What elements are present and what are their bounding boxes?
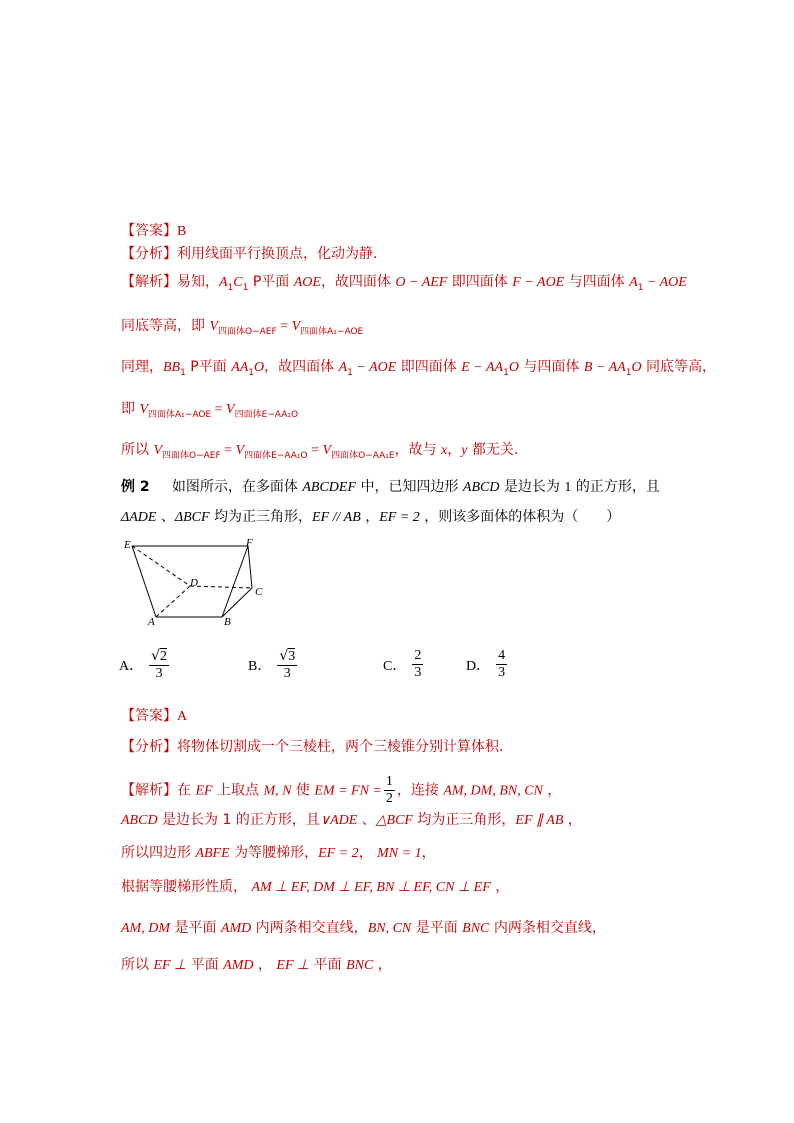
math: MN = 1 xyxy=(377,846,422,861)
math-sub: 四面体E−AA₁O xyxy=(244,451,308,461)
math: ABCDEF xyxy=(302,480,356,495)
math: M, N xyxy=(263,783,292,799)
math-sub: 四面体O−AEF xyxy=(218,327,277,337)
math: AOE xyxy=(293,275,321,290)
math-sub: 1 xyxy=(347,368,353,378)
math: V xyxy=(291,319,301,334)
option-denominator: 3 xyxy=(498,665,506,680)
text: 在 xyxy=(177,782,196,799)
text: 、 xyxy=(156,509,175,525)
example-2-line-1 xyxy=(121,477,660,498)
math: EF // AB xyxy=(312,510,361,525)
math: V xyxy=(235,443,245,458)
math: V xyxy=(226,402,235,417)
math-sub: 四面体A₁−AOE xyxy=(148,410,212,420)
analysis-label: 【分析】 xyxy=(121,246,177,262)
option-numerator: 3 xyxy=(288,649,296,664)
polyhedron-figure xyxy=(118,536,278,628)
text: 所以 xyxy=(121,442,154,458)
math-sub: 1 xyxy=(625,368,632,378)
label-f: F xyxy=(246,537,253,549)
text: 都无关. xyxy=(467,442,519,458)
text: 即 xyxy=(121,401,140,417)
text: ，故四面体 xyxy=(264,359,339,375)
math: BNC xyxy=(462,921,490,936)
math: B − AA xyxy=(583,360,626,375)
math: A xyxy=(338,360,348,375)
edge-cf xyxy=(248,546,252,588)
math-sub: 四面体A₁−AOE xyxy=(300,327,364,337)
math: AM, DM, BN, CN xyxy=(443,783,543,799)
edge-bc xyxy=(222,588,252,617)
math-sub: 1 xyxy=(227,283,234,293)
math: EF ∥ AB xyxy=(515,813,564,828)
math: C xyxy=(233,275,243,290)
text: 上取点 xyxy=(212,782,264,799)
option-fraction xyxy=(277,648,297,682)
text: ， xyxy=(542,782,562,799)
analysis-line-2 xyxy=(121,737,503,757)
text: ， xyxy=(360,509,380,525)
analysis-text: 将物体切割成一个三棱柱，两个三棱锥分别计算体积. xyxy=(177,739,504,755)
example-2-line-2 xyxy=(121,507,620,528)
option-c[interactable] xyxy=(383,648,425,681)
text: ，则该多面体的体积为（ ） xyxy=(419,509,621,525)
option-b[interactable] xyxy=(248,648,299,682)
text: ，故四面体 xyxy=(320,274,396,290)
math: ∨ADE xyxy=(319,813,358,828)
math: − AOE xyxy=(643,275,687,290)
text: 根据等腰梯形性质， xyxy=(121,879,252,895)
option-fraction xyxy=(412,648,423,681)
math: AM, DM xyxy=(121,921,170,936)
math: EF = 2 xyxy=(318,846,359,861)
label-a: A xyxy=(148,616,155,628)
math: BN, CN xyxy=(367,921,412,936)
label-e: E xyxy=(124,539,131,551)
solution-line-4 xyxy=(121,399,298,421)
math: = xyxy=(220,443,236,458)
frac-num: 1 xyxy=(385,774,393,789)
text: 同理， xyxy=(121,359,163,375)
math: V xyxy=(139,402,149,417)
edge-ed xyxy=(132,546,190,586)
text: 均为正三角形， xyxy=(412,812,516,828)
answer-line-1 xyxy=(121,221,186,242)
solution-line-11 xyxy=(121,955,392,976)
analysis-line-1 xyxy=(121,244,377,264)
text: 使 xyxy=(291,782,315,799)
math: AMD xyxy=(223,958,254,973)
math: = xyxy=(307,443,323,458)
math: EF xyxy=(195,783,213,799)
text: 中，已知四边形 xyxy=(356,479,463,495)
answer-line-2 xyxy=(121,706,187,727)
text: 为等腰梯形， xyxy=(229,845,319,861)
math: BB xyxy=(163,360,181,375)
text: ， xyxy=(563,812,582,828)
option-fraction xyxy=(496,648,507,681)
math: x xyxy=(441,443,448,458)
text: P平面 xyxy=(185,359,232,375)
solution-line-8 xyxy=(121,843,436,864)
solution-line-10 xyxy=(121,918,606,939)
math: △BCF xyxy=(375,813,413,828)
math: = xyxy=(276,319,292,334)
text: ，连接 xyxy=(396,782,444,799)
text: 与四面体 xyxy=(518,359,584,375)
edge-ea xyxy=(132,546,156,617)
answer-label: 【答案】 xyxy=(121,708,177,724)
text: 同底等高，即 xyxy=(121,318,210,334)
option-numerator: 2 xyxy=(414,648,422,663)
math: E − AA xyxy=(461,360,504,375)
math: EF ⊥ xyxy=(153,958,187,973)
option-numerator: 2 xyxy=(160,649,168,664)
text: P平面 xyxy=(248,274,294,290)
math: ΔADE xyxy=(121,510,157,525)
math: AMD xyxy=(220,921,252,936)
text: ， xyxy=(253,957,277,973)
text: ，故与 xyxy=(394,442,442,458)
text: ， xyxy=(447,442,462,458)
solution-label: 【解析】 xyxy=(121,782,177,799)
math: ΔBCF xyxy=(174,510,210,525)
text: 所以四边形 xyxy=(121,845,196,861)
text: 内两条相交直线， xyxy=(251,920,368,936)
option-d[interactable] xyxy=(466,648,509,681)
text: 是边长为 1 的正方形，且 xyxy=(157,812,320,828)
text: 是平面 xyxy=(411,920,463,936)
math: ABCD xyxy=(462,480,500,495)
math: A xyxy=(629,275,638,290)
option-letter: A． xyxy=(119,659,144,674)
solution-line-1 xyxy=(121,272,687,294)
answer-value: A xyxy=(177,709,188,724)
math: O xyxy=(508,360,519,375)
label-b: B xyxy=(224,616,231,628)
option-letter: B． xyxy=(248,659,272,674)
text: 是平面 xyxy=(170,920,221,936)
math: O xyxy=(631,360,642,375)
label-d: D xyxy=(190,577,198,589)
math: F − AOE xyxy=(512,275,565,290)
math: EF ⊥ xyxy=(276,958,310,973)
option-denominator: 3 xyxy=(155,666,163,681)
text: 与四面体 xyxy=(564,274,630,290)
math: V xyxy=(322,443,332,458)
text: ， xyxy=(421,845,436,861)
math: y xyxy=(461,443,468,458)
math-sub: 1 xyxy=(180,368,186,378)
text: 所以 xyxy=(121,957,154,973)
option-letter: C． xyxy=(383,658,407,674)
option-fraction xyxy=(149,648,169,682)
answer-label: 【答案】 xyxy=(121,223,177,239)
math: O xyxy=(254,360,265,375)
math: ABCD xyxy=(121,813,158,828)
label-c: C xyxy=(255,586,263,598)
math: A xyxy=(219,275,228,290)
text: 即四面体 xyxy=(447,274,513,290)
math-sub: 1 xyxy=(503,368,509,378)
solution-line-9 xyxy=(121,877,509,898)
frac-den: 2 xyxy=(385,791,393,806)
option-denominator: 3 xyxy=(283,666,291,681)
math: BNC xyxy=(346,958,374,973)
math: EM = FN = xyxy=(314,783,382,799)
text: 同底等高， xyxy=(641,359,717,375)
option-denominator: 3 xyxy=(414,665,422,680)
text: 的正方形，且 xyxy=(571,479,660,495)
text: 平面 xyxy=(309,957,347,973)
math: = xyxy=(211,402,226,417)
math: V xyxy=(153,443,163,458)
math: AM ⊥ EF, DM ⊥ EF, BN ⊥ EF, CN ⊥ EF xyxy=(251,880,491,895)
solution-line-6 xyxy=(121,774,561,807)
answer-value: B xyxy=(177,224,187,239)
text: 平面 xyxy=(186,957,224,973)
edge-bf xyxy=(222,546,248,617)
math: V xyxy=(209,319,219,334)
text: ， xyxy=(358,845,378,861)
text: 如图所示，在多面体 xyxy=(171,479,303,495)
text: 即四面体 xyxy=(396,359,462,375)
math-sub: 1 xyxy=(248,368,255,378)
option-a[interactable] xyxy=(119,648,171,682)
math: AA xyxy=(231,360,249,375)
math: ABFE xyxy=(195,846,230,861)
edge-da xyxy=(156,586,190,617)
text: 、 xyxy=(357,812,376,828)
math-sub: 四面体O−AEF xyxy=(162,451,221,461)
text: 易知， xyxy=(177,274,219,290)
text: ， xyxy=(373,957,392,973)
math: 1 xyxy=(564,480,572,495)
fraction-half xyxy=(384,774,395,807)
solution-line-3 xyxy=(121,357,716,379)
option-letter: D． xyxy=(466,658,491,674)
sqrt-icon: √ xyxy=(151,648,161,664)
edge-dc xyxy=(190,586,252,588)
text: 是边长为 xyxy=(499,479,565,495)
math-sub: 1 xyxy=(242,283,249,293)
text: ， xyxy=(490,879,510,895)
solution-label: 【解析】 xyxy=(121,274,177,290)
solution-line-2 xyxy=(121,316,363,338)
text: 内两条相交直线， xyxy=(489,920,606,936)
example-label: 例 2 xyxy=(121,479,150,495)
option-numerator: 4 xyxy=(498,648,506,663)
text: 均为正三角形， xyxy=(209,509,313,525)
math-sub: 四面体O−AA₁E xyxy=(331,451,395,461)
math: − AOE xyxy=(352,360,397,375)
math: O − AEF xyxy=(395,275,448,290)
math-sub: 1 xyxy=(637,283,644,293)
analysis-text: 利用线面平行换顶点，化动为静. xyxy=(177,246,378,262)
solution-line-5 xyxy=(121,440,518,462)
sqrt-icon: √ xyxy=(279,648,289,664)
analysis-label: 【分析】 xyxy=(121,739,177,755)
solution-line-7 xyxy=(121,810,582,831)
math: EF = 2 xyxy=(379,510,420,525)
math-sub: 四面体E−AA₁O xyxy=(234,410,299,420)
